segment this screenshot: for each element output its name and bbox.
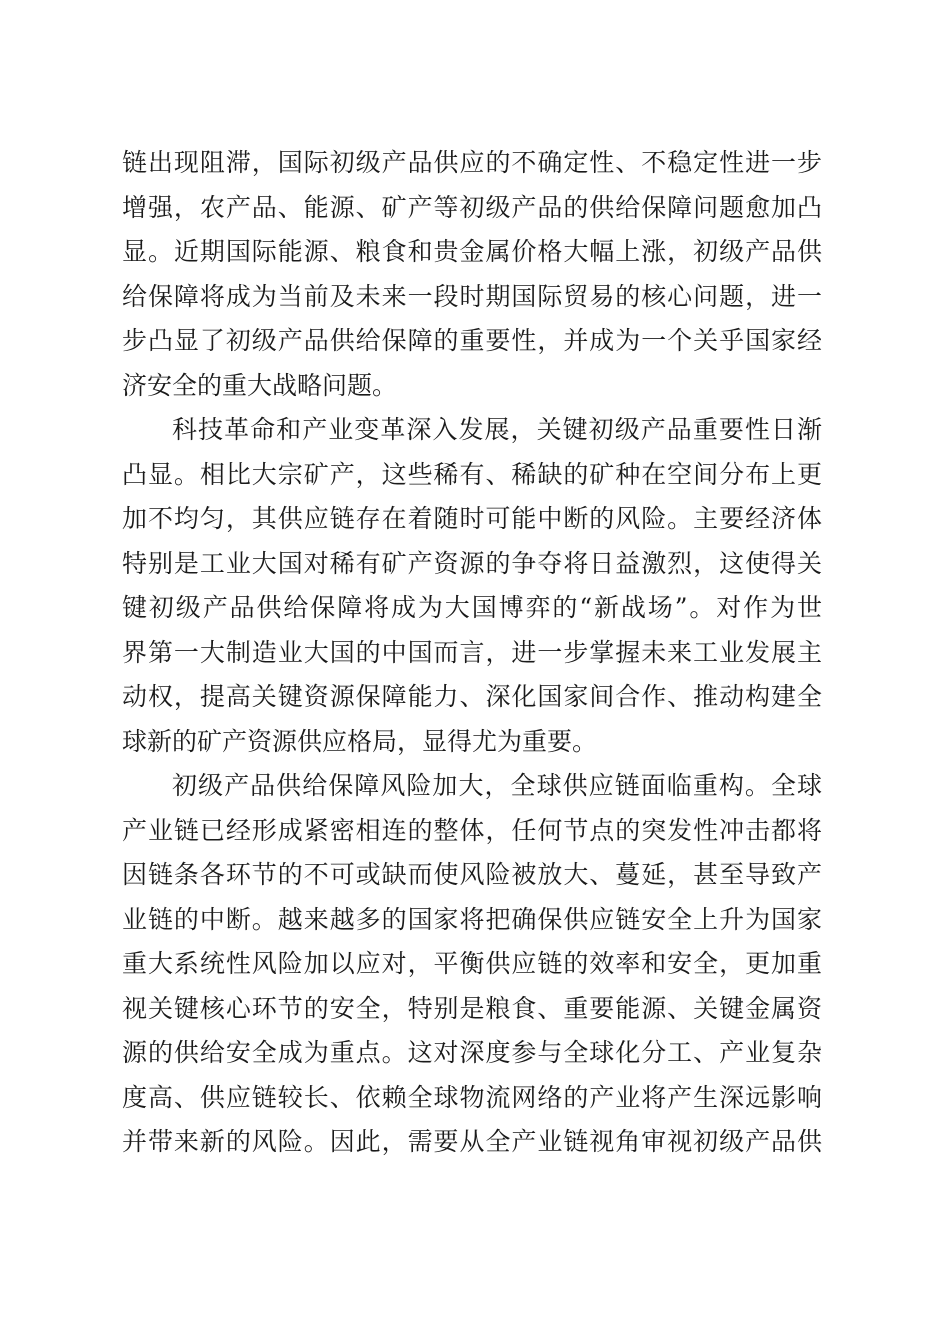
paragraph-1-line-5: 步凸显了初级产品供给保障的重要性，并成为一个关乎国家经 xyxy=(122,326,822,355)
paragraph-2-line-1: 科技革命和产业变革深入发展，关键初级产品重要性日渐 xyxy=(172,415,822,444)
paragraph-1-line-4: 给保障将成为当前及未来一段时期国际贸易的核心问题，进一 xyxy=(122,281,822,311)
paragraph-3-line-9: 并带来新的风险。因此，需要从全产业链视角审视初级产品供 xyxy=(122,1127,822,1156)
paragraph-2-line-8: 球新的矿产资源供应格局，显得尤为重要。 xyxy=(122,726,598,756)
paragraph-2-line-5: 键初级产品供给保障将成为大国博弈的“新战场”。对作为世 xyxy=(122,593,822,622)
paragraph-1-line-2: 增强，农产品、能源、矿产等初级产品的供给保障问题愈加凸 xyxy=(122,192,822,222)
paragraph-3-line-3: 因链条各环节的不可或缺而使风险被放大、蔓延，甚至导致产 xyxy=(122,860,822,889)
paragraph-3-line-5: 重大系统性风险加以应对，平衡供应链的效率和安全，更加重 xyxy=(122,949,822,978)
paragraph-2-line-7: 动权，提高关键资源保障能力、深化国家间合作、推动构建全 xyxy=(122,682,822,711)
paragraph-1-line-3: 显。近期国际能源、粮食和贵金属价格大幅上涨，初级产品供 xyxy=(122,237,822,266)
paragraph-3-line-8: 度高、供应链较长、依赖全球物流网络的产业将产生深远影响 xyxy=(122,1082,822,1112)
paragraph-3-line-1: 初级产品供给保障风险加大，全球供应链面临重构。全球 xyxy=(172,771,822,800)
paragraph-2-line-3: 加不均匀，其供应链存在着随时可能中断的风险。主要经济体 xyxy=(122,504,822,533)
paragraph-3-line-7: 源的供给安全成为重点。这对深度参与全球化分工、产业复杂 xyxy=(122,1038,822,1067)
paragraph-2-line-2: 凸显。相比大宗矿产，这些稀有、稀缺的矿种在空间分布上更 xyxy=(122,459,822,489)
paragraph-2-line-4: 特别是工业大国对稀有矿产资源的争夺将日益激烈，这使得关 xyxy=(122,548,822,578)
body-text xyxy=(122,141,822,1165)
paragraph-3-line-4: 业链的中断。越来越多的国家将把确保供应链安全上升为国家 xyxy=(122,904,822,934)
paragraph-3-line-6: 视关键核心环节的安全，特别是粮食、重要能源、关键金属资 xyxy=(122,993,822,1023)
paragraph-1-line-1: 链出现阻滞，国际初级产品供应的不确定性、不稳定性进一步 xyxy=(122,148,822,177)
paragraph-2-line-6: 界第一大制造业大国的中国而言，进一步掌握未来工业发展主 xyxy=(122,637,822,667)
paragraph-3-line-2: 产业链已经形成紧密相连的整体，任何节点的突发性冲击都将 xyxy=(122,815,822,845)
paragraph-1-line-6: 济安全的重大战略问题。 xyxy=(122,370,398,400)
